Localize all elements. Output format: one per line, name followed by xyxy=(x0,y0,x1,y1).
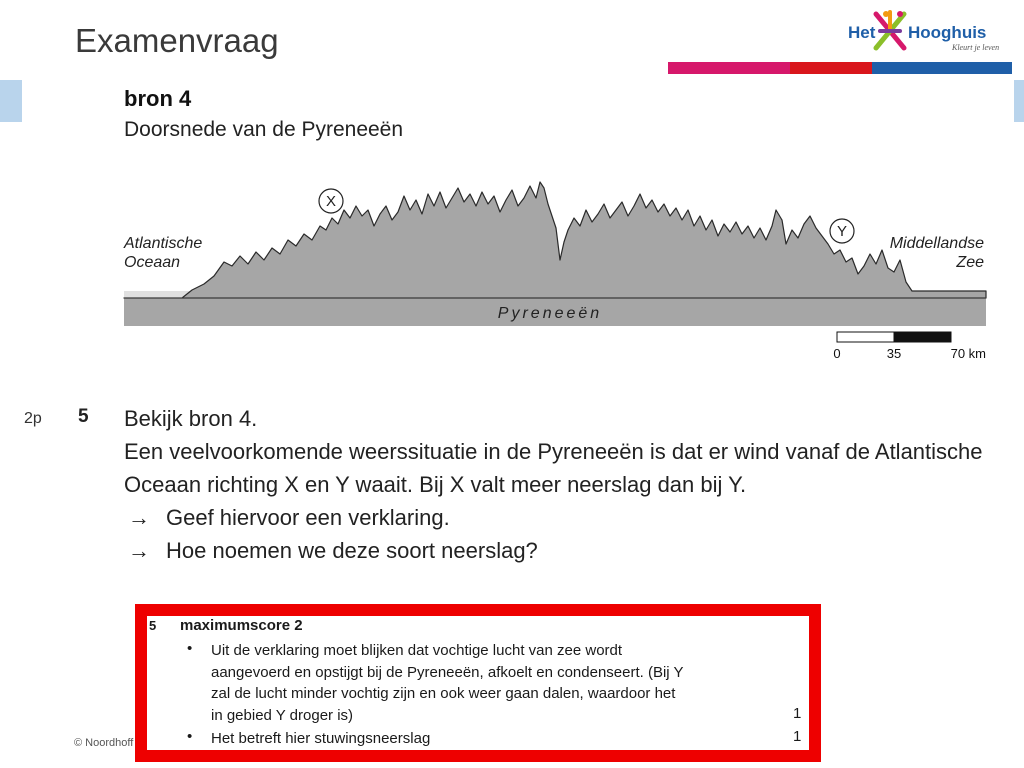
mountain-profile xyxy=(124,182,986,298)
question-task-2 xyxy=(124,534,1004,567)
pyrenees-cross-section xyxy=(120,170,990,370)
scale-tick-0: 0 xyxy=(833,346,841,361)
logo-word-hooghuis: Hooghuis xyxy=(908,23,987,42)
source-subtitle: Doorsnede van de Pyreneeën xyxy=(124,118,404,141)
logo-tagline: Kleurt je leven xyxy=(952,43,1000,52)
right-decoration-tab xyxy=(1014,80,1024,122)
brand-stripe-pink xyxy=(668,62,790,74)
question-task-1-text: Geef hiervoor een verklaring. xyxy=(166,505,450,530)
answer-number: 5 xyxy=(149,618,157,633)
answer-bullet-1: • xyxy=(187,640,193,657)
question-body xyxy=(124,402,1004,567)
label-atlantic-line2: Oceaan xyxy=(124,254,181,271)
arrow-right-icon: → xyxy=(128,538,150,563)
question-line-2: Een veelvoorkomende weerssituatie in de Pyreneeën is dat er wind vanaf de Atlantische Oceaan richting X en Y waait. Bij X valt meer neerslag dan bij Y. xyxy=(124,439,983,497)
arrow-right-icon: → xyxy=(128,505,150,530)
slide-title: Examenvraag xyxy=(75,22,279,59)
label-atlantic-line1: Atlantische xyxy=(124,235,203,252)
brand-stripe-blue xyxy=(872,62,1012,74)
logo-word-het: Het xyxy=(848,23,876,42)
left-decoration-tab xyxy=(0,80,22,122)
answer-heading: maximumscore 2 xyxy=(180,617,303,634)
question-task-1 xyxy=(124,501,1004,534)
answer-item-1 xyxy=(211,640,684,726)
answer-item-1-line: aangevoerd en opstijgt bij de Pyreneeën, afkoelt en condenseert. (Bij Y xyxy=(211,663,684,681)
question-number: 5 xyxy=(78,406,89,427)
marker-x-label: X xyxy=(325,193,337,210)
brand-stripe-red xyxy=(790,62,872,74)
footer-copyright: © Noordhoff xyxy=(74,737,134,749)
source-title: bron 4 xyxy=(124,86,192,111)
question-line-1: Bekijk bron 4. xyxy=(124,406,258,431)
question-task-2-text: Hoe noemen we deze soort neerslag? xyxy=(166,538,538,563)
question-points: 2p xyxy=(24,410,42,427)
label-mediterranean-line1: Middellandse xyxy=(889,235,984,252)
answer-bullet-2: • xyxy=(187,728,193,745)
answer-key-box xyxy=(135,604,821,762)
school-logo xyxy=(840,8,1020,56)
scale-tick-70: 70 km xyxy=(950,346,986,361)
label-pyrenees: Pyreneeën xyxy=(497,305,603,322)
answer-item-1-line: in gebied Y droger is) xyxy=(211,706,354,724)
answer-item-1-line: Uit de verklaring moet blijken dat vochtige lucht van zee wordt xyxy=(211,642,623,659)
scale-bar xyxy=(833,332,986,361)
scale-tick-35: 35 xyxy=(886,346,902,361)
answer-item-1-score: 1 xyxy=(793,705,802,722)
marker-y-label: Y xyxy=(836,223,848,240)
answer-item-1-line: zal de lucht minder vochtig zijn en ook weer gaan dalen, waardoor het xyxy=(211,685,676,702)
answer-item-2-score: 1 xyxy=(793,728,802,745)
answer-item-2: Het betreft hier stuwingsneerslag xyxy=(211,730,431,747)
logo-cross-icon xyxy=(876,11,904,48)
label-mediterranean-line2: Zee xyxy=(956,254,984,271)
